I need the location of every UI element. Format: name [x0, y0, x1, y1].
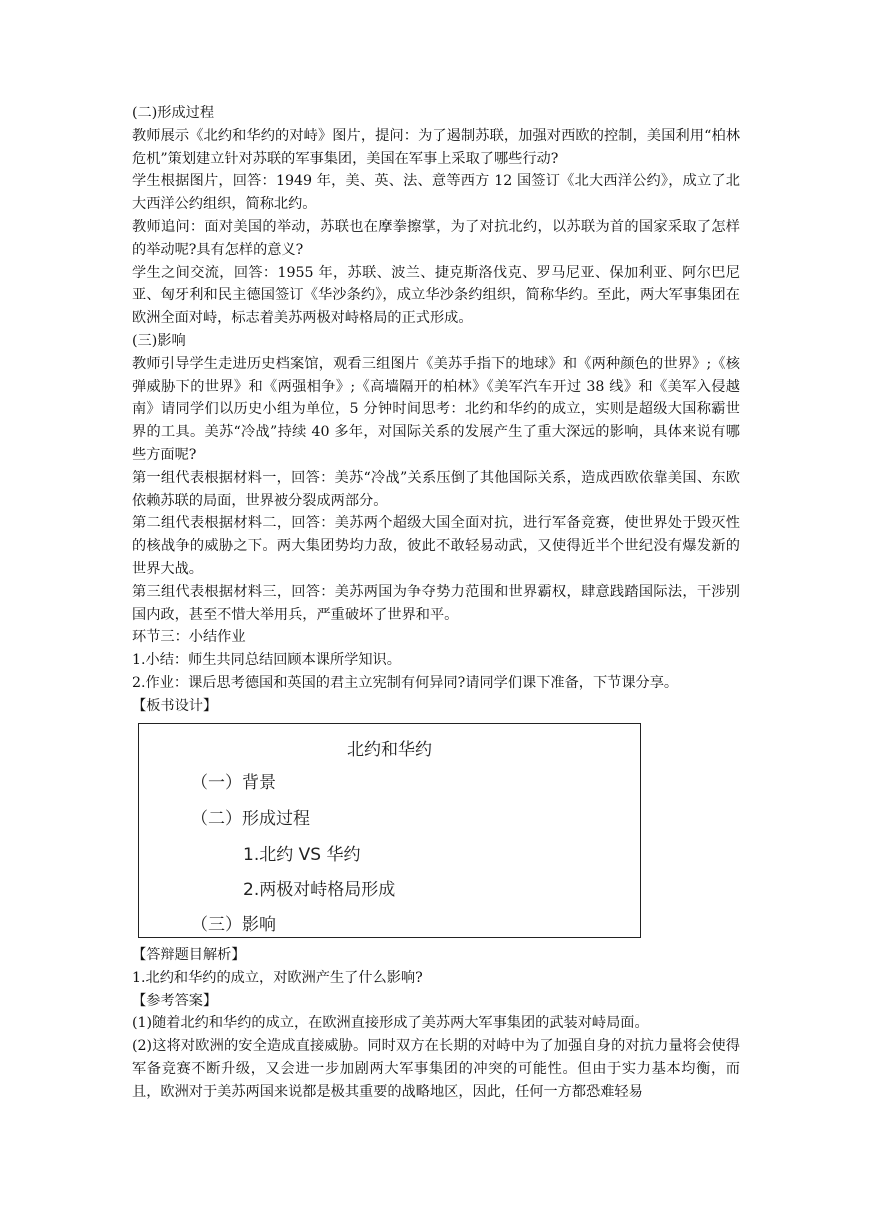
- paragraph: 2.作业：课后思考德国和英国的君主立宪制有何异同?请同学们课下准备，下节课分享。: [132, 674, 679, 691]
- reference-heading: 【参考答案】: [132, 992, 218, 1009]
- section-heading-summary: 环节三：小结作业: [132, 629, 246, 646]
- board-design-heading: 【板书设计】: [132, 697, 218, 714]
- section-heading-formation: (二)形成过程: [132, 105, 215, 121]
- document-body: [132, 102, 740, 718]
- answer-heading: 【答辩题目解析】: [132, 947, 246, 963]
- board-line-impact: （三）影响: [191, 915, 276, 935]
- answer-section: [132, 944, 740, 1104]
- paragraph: 第三组代表根据材料三，回答：美苏两国为争夺势力范围和世界霸权，肆意践踏国际法，干涉别国内政，甚至不惜大举用兵，严重破坏了世界和平。: [132, 583, 740, 623]
- board-line-bipolar: 2.两极对峙格局形成: [243, 880, 396, 900]
- paragraph: 1.小结：师生共同总结回顾本课所学知识。: [132, 652, 401, 669]
- paragraph: 教师追问：面对美国的举动，苏联也在摩拳擦掌，为了对抗北约，以苏联为首的国家采取了怎样的举动呢?具有怎样的意义?: [132, 218, 740, 258]
- question: 1.北约和华约的成立，对欧洲产生了什么影响?: [132, 969, 423, 986]
- board-line-background: （一）背景: [191, 773, 276, 793]
- paragraph: 第一组代表根据材料一，回答：美苏“冷战”关系压倒了其他国际关系，造成西欧依靠美国、东欧依赖苏联的局面，世界被分裂成两部分。: [132, 469, 740, 509]
- blackboard-design-box: [138, 723, 641, 938]
- board-line-nato-vs-warsaw: 1.北约 VS 华约: [243, 845, 361, 865]
- paragraph: 学生根据图片，回答：1949 年，美、英、法、意等西方 12 国签订《北大西洋公约》，成立了北大西洋公约组织，简称北约。: [132, 173, 740, 213]
- answer-point: (1)随着北约和华约的成立，在欧洲直接形成了美苏两大军事集团的武装对峙局面。: [132, 1015, 649, 1032]
- paragraph: 教师引导学生走进历史档案馆，观看三组图片《美苏手指下的地球》和《两种颜色的世界》;《核弹威胁下的世界》和《两强相争》;《高墙隔开的柏林》《美军汽车开过 38 线》和《美军入侵越南》请同学们以历史小组为单位，5 分钟时间思考：北约和华约的成立，实则是超级大国称霸世界的工具。美苏“冷战”持续 40 多年，对国际关系的发展产生了重大深远的影响，具体来说有哪些方面呢?: [132, 355, 740, 463]
- paragraph: 教师展示《北约和华约的对峙》图片，提问：为了遏制苏联，加强对西欧的控制，美国利用“柏林危机”策划建立针对苏联的军事集团，美国在军事上采取了哪些行动?: [132, 127, 740, 167]
- answer-point: (2)这将对欧洲的安全造成直接威胁。同时双方在长期的对峙中为了加强自身的对抗力量将会使得军备竞赛不断升级，又会进一步加剧两大军事集团的冲突的可能性。但由于实力基本均衡，而且，欧洲对于美苏两国来说都是极其重要的战略地区，因此，任何一方都恐难轻易: [132, 1038, 740, 1100]
- board-line-formation: （二）形成过程: [191, 809, 310, 829]
- board-title: 北约和华约: [347, 740, 432, 760]
- section-heading-impact: (三)影响: [132, 332, 186, 349]
- paragraph: 第二组代表根据材料二，回答：美苏两个超级大国全面对抗，进行军备竞赛，使世界处于毁灭性的核战争的威胁之下。两大集团势均力敌，彼此不敢轻易动武，又使得近半个世纪没有爆发新的世界大战。: [132, 515, 740, 577]
- paragraph: 学生之间交流，回答：1955 年，苏联、波兰、捷克斯洛伐克、罗马尼亚、保加利亚、阿尔巴尼亚、匈牙利和民主德国签订《华沙条约》，成立华沙条约组织，简称华约。至此，两大军事集团在欧洲全面对峙，标志着美苏两极对峙格局的正式形成。: [132, 264, 740, 327]
